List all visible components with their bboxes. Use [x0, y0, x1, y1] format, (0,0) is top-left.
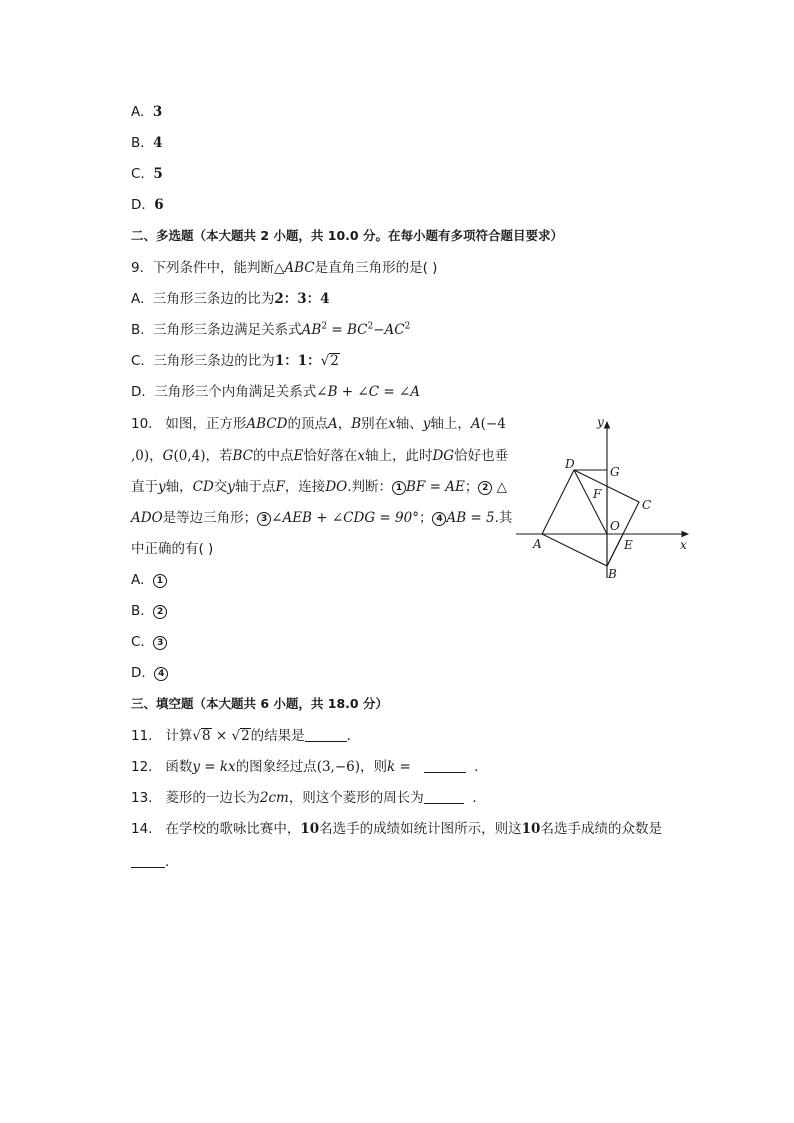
label-y: y: [597, 415, 604, 429]
answer-blank-12[interactable]: [424, 758, 466, 773]
label-e: E: [624, 538, 633, 552]
label-x: x: [680, 538, 687, 552]
q9-stem: 9. 下列条件中，能判断△ABC是直角三角形的是( ): [131, 260, 438, 276]
label-d: D: [565, 457, 575, 471]
segment-do: [574, 470, 607, 534]
q8-option-a: A. 3: [131, 104, 163, 120]
q8-option-c: C. 5: [131, 166, 163, 182]
q8-option-b: B. 4: [131, 135, 163, 151]
q10-option-b: B. 2: [131, 601, 167, 621]
label-o: O: [610, 519, 620, 533]
q10-option-a: A. 1: [131, 570, 167, 590]
answer-blank-11[interactable]: [305, 727, 347, 742]
q14: 14. 在学校的歌咏比赛中，10名选手的成绩如统计图所示，则这10名选手成绩的众数是: [131, 821, 662, 837]
q10-option-d: D. 4: [131, 663, 168, 683]
q10-stem-line4: ADO是等边三角形； 3 ∠AEB + ∠CDG = 90°； 4 AB = 5.其: [131, 510, 513, 526]
q9-option-a: A. 三角形三条边的比为2：3：4: [131, 291, 330, 307]
section-2-header: 二、多选题（本大题共 2 小题，共 10.0 分。在每小题有多项符合题目要求）: [131, 228, 563, 243]
q11: 11. 计算√8 × √2的结果是 .: [131, 728, 351, 744]
q10-stem-line2: ,0)，G(0,4)，若BC的中点E恰好落在x轴上，此时DG恰好也垂: [131, 448, 509, 464]
q9-option-d: D. 三角形三个内角满足关系式∠B + ∠C = ∠A: [131, 384, 421, 400]
label-b: B: [608, 567, 617, 581]
q10-stem-line1: 10. 如图，正方形ABCD的顶点A，B别在x轴、y轴上，A(−4: [131, 416, 506, 432]
q13: 13. 菱形的一边长为2cm，则这个菱形的周长为 .: [131, 790, 477, 806]
label-c: C: [642, 498, 652, 512]
answer-blank-14[interactable]: [131, 853, 165, 868]
section-3-header: 三、填空题（本大题共 6 小题，共 18.0 分）: [131, 696, 388, 711]
q10-geometry-figure: [512, 412, 696, 582]
q8-option-d: D. 6: [131, 197, 164, 213]
label-g: G: [610, 465, 620, 479]
answer-blank-13[interactable]: [424, 789, 464, 804]
label-f: F: [593, 487, 602, 501]
q14-answer-line: .: [131, 852, 169, 872]
q10-option-c: C. 3: [131, 632, 167, 652]
q12: 12. 函数y = kx的图象经过点(3,−6)，则k = .: [131, 759, 479, 775]
segment-be: [607, 534, 623, 566]
q9-option-c: C. 三角形三条边的比为1：1：√2: [131, 353, 339, 369]
q10-stem-line3: 直于y轴，CD交y轴于点F，连接DO.判断： 1 BF = AE； 2 △: [131, 479, 507, 495]
q10-stem-line5: 中正确的有( ): [131, 541, 214, 557]
q9-option-b: B. 三角形三条边满足关系式$AB^2 = BC^2-AC^2$: [131, 321, 411, 338]
label-a: A: [533, 537, 542, 551]
